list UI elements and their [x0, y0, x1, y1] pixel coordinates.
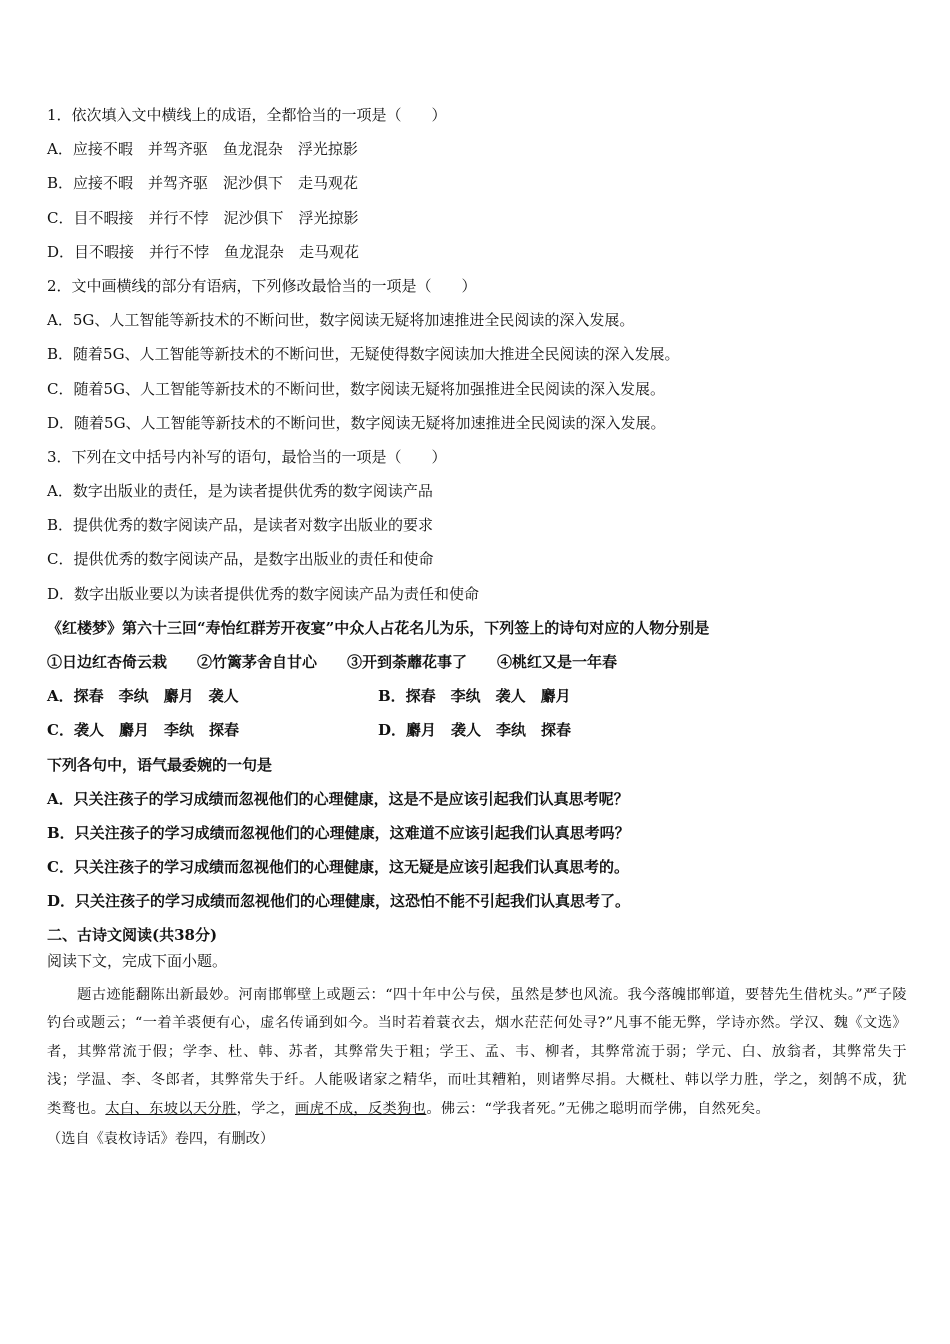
- q5-option-b: B．只关注孩子的学习成绩而忽视他们的心理健康，这难道不应该引起我们认真思考吗？: [47, 823, 630, 842]
- q5-option-c: C．只关注孩子的学习成绩而忽视他们的心理健康，这无疑是应该引起我们认真思考的。: [47, 858, 629, 877]
- q2-option-a: A．5G、人工智能等新技术的不断问世，数字阅读无疑将加速推进全民阅读的深入发展。: [47, 311, 635, 330]
- q5-option-d: D．只关注孩子的学习成绩而忽视他们的心理健康，这恐怕不能不引起我们认真思考了。: [47, 892, 631, 911]
- q4-option-d: D．麝月 袭人 李纨 探春: [378, 721, 572, 740]
- q4-option-b: B．探春 李纨 袭人 麝月: [378, 687, 571, 706]
- q5-stem: 下列各句中，语气最委婉的一句是: [47, 755, 273, 774]
- q1-option-b: B．应接不暇 并驾齐驱 泥沙俱下 走马观花: [47, 174, 359, 193]
- passage-text: [47, 981, 907, 1124]
- q1-stem: 1．依次填入文中横线上的成语，全都恰当的一项是（ ）: [47, 106, 447, 124]
- q4-options-row-1: [47, 679, 907, 713]
- underlined-phrase-1: 太白、东坡以天分胜: [105, 1100, 237, 1117]
- q4-option-c: C．袭人 麝月 李纨 探春: [47, 721, 239, 740]
- q5-option-a: A．只关注孩子的学习成绩而忽视他们的心理健康，这是不是应该引起我们认真思考呢？: [47, 789, 629, 808]
- q4-verses: ①日边红杏倚云栽 ②竹篱茅舍自甘心 ③开到荼蘼花事了 ④桃红又是一年春: [47, 653, 618, 671]
- q3-option-b: B．提供优秀的数字阅读产品，是读者对数字出版业的要求: [47, 516, 434, 535]
- q3-stem: 3．下列在文中括号内补写的语句，最恰当的一项是（ ）: [47, 447, 447, 466]
- q4-options-row-2: [47, 713, 907, 747]
- section-instruction: 阅读下文，完成下面小题。: [47, 951, 228, 970]
- q2-option-c: C．随着5G、人工智能等新技术的不断问世，数字阅读无疑将加强推进全民阅读的深入发展。: [47, 379, 666, 398]
- q4-option-a: A．探春 李纨 麝月 袭人: [47, 687, 239, 706]
- passage-part-1: 题古迹能翻陈出新最妙。河南邯郸壁上或题云：“四十年中公与侯，虽然是梦也风流。我今落魄邯郸道，要替先生借枕头。”严子陵钓台或题云；“一着羊裘便有心，虚名传诵到如今。当时若着蓑衣去，烟水茫茫何处寻?”凡事不能无弊，学诗亦然。学汉、魏《文选》者，其弊常流于假；学李、杜、韩、苏者，其弊常失于粗；学王、孟、韦、柳者，其弊常流于弱；学元、白、放翁者，其弊常失于浅；学温、李、冬郎者，其弊常失于纤。人能吸诸家之精华，而吐其糟粕，则诸弊尽捐。大概杜、韩以学力胜，学之，刻鹄不成，犹类鹜也。: [47, 986, 907, 1117]
- q1-option-c: C．目不暇接 并行不悖 泥沙俱下 浮光掠影: [47, 208, 359, 227]
- q3-option-c: C．提供优秀的数字阅读产品，是数字出版业的责任和使命: [47, 550, 434, 569]
- q3-option-a: A．数字出版业的责任，是为读者提供优秀的数字阅读产品: [47, 482, 433, 501]
- exam-page: [47, 98, 907, 1149]
- passage-part-2: ，学之，: [236, 1100, 296, 1117]
- q2-stem: 2．文中画横线的部分有语病，下列修改最恰当的一项是（ ）: [47, 276, 477, 295]
- q2-option-b: B．随着5G、人工智能等新技术的不断问世，无疑使得数字阅读加大推进全民阅读的深入发展。: [47, 345, 680, 364]
- q1-option-a: A．应接不暇 并驾齐驱 鱼龙混杂 浮光掠影: [47, 140, 358, 159]
- underlined-phrase-2: 画虎不成，反类狗也: [295, 1100, 427, 1117]
- q1-option-d: D．目不暇接 并行不悖 鱼龙混杂 走马观花: [47, 242, 360, 261]
- passage-source: （选自《袁枚诗话》卷四，有删改）: [47, 1131, 275, 1147]
- passage-part-3: 。佛云：“学我者死。”无佛之聪明而学佛，自然死矣。: [426, 1100, 771, 1117]
- q3-option-d: D．数字出版业要以为读者提供优秀的数字阅读产品为责任和使命: [47, 584, 480, 603]
- q2-option-d: D．随着5G、人工智能等新技术的不断问世，数字阅读无疑将加速推进全民阅读的深入发展。: [47, 413, 666, 432]
- q4-stem: 《红楼梦》第六十三回“寿怡红群芳开夜宴”中众人占花名儿为乐，下列签上的诗句对应的人物分别是: [47, 618, 710, 637]
- section-title: 二、古诗文阅读(共38分): [47, 925, 218, 944]
